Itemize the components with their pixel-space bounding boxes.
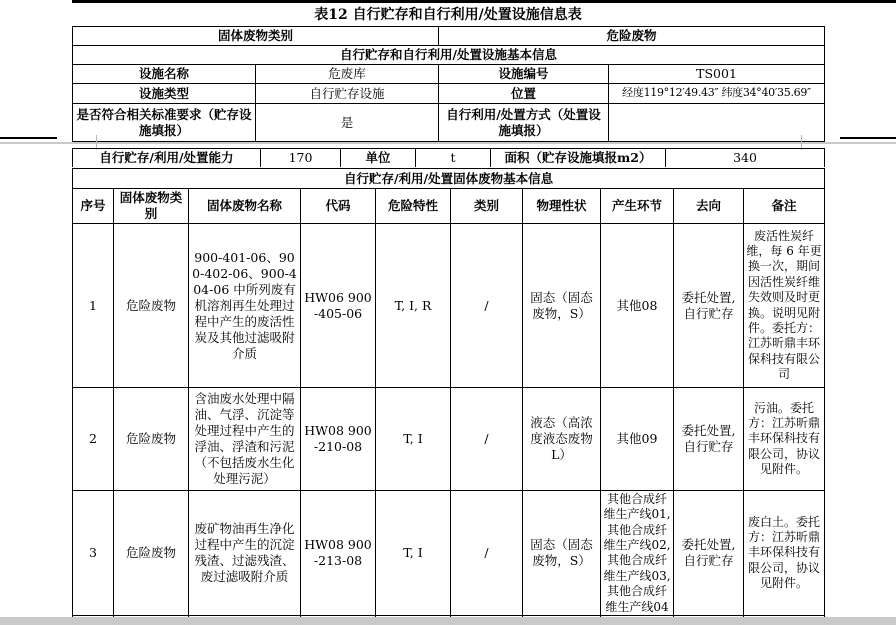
cell-category: 危险废物 bbox=[114, 491, 189, 616]
waste-row-1 bbox=[73, 224, 825, 388]
standard-compliance-value: 是 bbox=[256, 104, 439, 142]
standard-compliance-label: 是否符合相关标准要求（贮存设施填报） bbox=[73, 104, 256, 142]
cell-class: / bbox=[451, 388, 523, 491]
location-label: 位置 bbox=[439, 84, 609, 104]
facility-type-row bbox=[73, 84, 825, 104]
top-rule bbox=[72, 0, 896, 3]
header-note: 备注 bbox=[744, 189, 825, 224]
unit-label: 单位 bbox=[341, 149, 416, 168]
facility-info-table bbox=[72, 26, 825, 142]
cell-code: HW06 900-405-06 bbox=[301, 224, 376, 388]
cell-stage: 其他08 bbox=[601, 224, 674, 388]
header-name: 固体废物名称 bbox=[189, 189, 301, 224]
header-stage: 产生环节 bbox=[601, 189, 674, 224]
cell-hazard: T, I, R bbox=[376, 224, 451, 388]
waste-row-2 bbox=[73, 388, 825, 491]
cell-class: / bbox=[451, 224, 523, 388]
page-break-line bbox=[0, 142, 896, 144]
disposal-method-label: 自行利用/处置方式（处置设施填报） bbox=[439, 104, 609, 142]
cell-name: 900-401-06、900-402-06、900-404-06 中所列废有机溶剂再生处理过程中产生的废活性炭及其他过滤吸附介质 bbox=[189, 224, 301, 388]
header-hazard: 危险特性 bbox=[376, 189, 451, 224]
waste-info-table bbox=[72, 168, 825, 625]
facility-code-value: TS001 bbox=[609, 65, 825, 84]
waste-row-3 bbox=[73, 491, 825, 616]
waste-category-label: 固体废物类别 bbox=[73, 27, 439, 46]
cell-note: 污油。委托方：江苏昕鼎丰环保科技有限公司，协议见附件。 bbox=[744, 388, 825, 491]
cell-note: 废活性炭纤维，每 6 年更换一次，期间因活性炭纤维失效则及时更换。说明见附件。委托方：江苏昕鼎丰环保科技有限公司 bbox=[744, 224, 825, 388]
header-category: 固体废物类别 bbox=[114, 189, 189, 224]
header-seq: 序号 bbox=[73, 189, 114, 224]
capacity-label: 自行贮存/利用/处置能力 bbox=[73, 149, 261, 168]
facility-name-row bbox=[73, 65, 825, 84]
facility-section-row bbox=[73, 46, 825, 65]
cell-physical: 固态（固态废物，S） bbox=[523, 224, 601, 388]
unit-value: t bbox=[416, 149, 491, 168]
area-value: 340 bbox=[666, 149, 825, 168]
cell-code: HW08 900-213-08 bbox=[301, 491, 376, 616]
cell-stage: 其他09 bbox=[601, 388, 674, 491]
cell-seq: 1 bbox=[73, 224, 114, 388]
cell-physical: 液态（高浓度液态废物L） bbox=[523, 388, 601, 491]
header-destination: 去向 bbox=[674, 189, 744, 224]
capacity-table bbox=[72, 148, 825, 167]
cell-destination: 委托处置,自行贮存 bbox=[674, 491, 744, 616]
facility-name-value: 危废库 bbox=[256, 65, 439, 84]
page-bottom-gap bbox=[0, 617, 896, 625]
cell-category: 危险废物 bbox=[114, 224, 189, 388]
cell-name: 废矿物油再生净化过程中产生的沉淀残渣、过滤残渣、废过滤吸附介质 bbox=[189, 491, 301, 616]
stage-text: 其他合成纤维生产线01,其他合成纤维生产线02,其他合成纤维生产线03,其他合成纤维生产线04 bbox=[603, 492, 671, 614]
waste-category-value: 危险废物 bbox=[439, 27, 825, 46]
facility-section-title: 自行贮存和自行利用/处置设施基本信息 bbox=[73, 46, 825, 65]
cell-destination: 委托处置,自行贮存 bbox=[674, 224, 744, 388]
cell-hazard: T, I bbox=[376, 388, 451, 491]
waste-category-row bbox=[73, 27, 825, 46]
facility-code-label: 设施编号 bbox=[439, 65, 609, 84]
header-code: 代码 bbox=[301, 189, 376, 224]
header-class: 类别 bbox=[451, 189, 523, 224]
facility-type-value: 自行贮存设施 bbox=[256, 84, 439, 104]
cell-class: / bbox=[451, 491, 523, 616]
cell-hazard: T, I bbox=[376, 491, 451, 616]
area-label: 面积（贮存设施填报m2） bbox=[491, 149, 666, 168]
standard-compliance-row bbox=[73, 104, 825, 142]
facility-name-label: 设施名称 bbox=[73, 65, 256, 84]
header-physical: 物理性状 bbox=[523, 189, 601, 224]
waste-header-row bbox=[73, 189, 825, 224]
cell-category: 危险废物 bbox=[114, 388, 189, 491]
cell-destination: 委托处置,自行贮存 bbox=[674, 388, 744, 491]
page-edge-left bbox=[0, 137, 57, 139]
capacity-value: 170 bbox=[261, 149, 341, 168]
capacity-row bbox=[73, 149, 825, 168]
cell-seq: 2 bbox=[73, 388, 114, 491]
cell-seq: 3 bbox=[73, 491, 114, 616]
cell-note: 废白土。委托方：江苏昕鼎丰环保科技有限公司，协议见附件。 bbox=[744, 491, 825, 616]
cell-name: 含油废水处理中隔油、气浮、沉淀等处理过程中产生的浮油、浮渣和污泥（不包括废水生化处理污泥） bbox=[189, 388, 301, 491]
page-title: 表12 自行贮存和自行利用/处置设施信息表 bbox=[314, 7, 582, 23]
cell-physical: 固态（固态废物，S） bbox=[523, 491, 601, 616]
disposal-method-value bbox=[609, 104, 825, 142]
waste-section-row bbox=[73, 169, 825, 189]
cell-code: HW08 900-210-08 bbox=[301, 388, 376, 491]
waste-section-title: 自行贮存/利用/处置固体废物基本信息 bbox=[73, 169, 825, 189]
page-edge-right bbox=[840, 137, 896, 139]
cell-stage bbox=[601, 491, 674, 616]
facility-type-label: 设施类型 bbox=[73, 84, 256, 104]
location-value: 经度119°12′49.43″ 纬度34°40′35.69″ bbox=[609, 84, 825, 104]
